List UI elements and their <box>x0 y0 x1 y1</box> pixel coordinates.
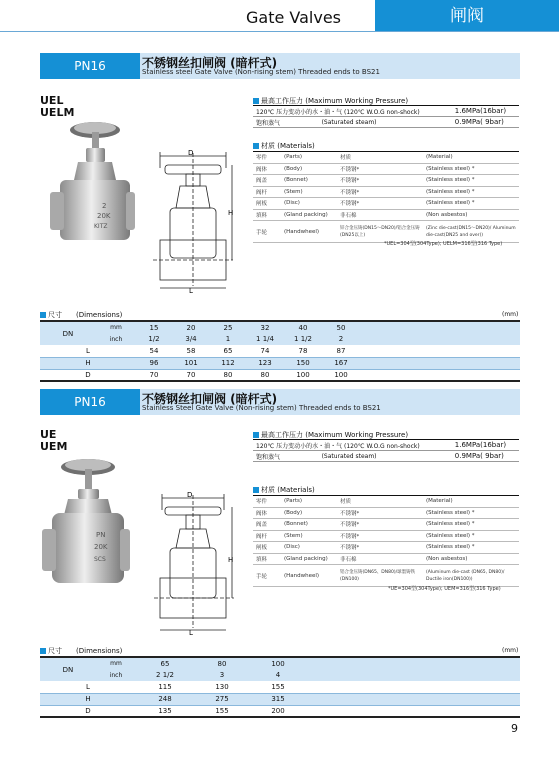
section-band <box>40 53 520 79</box>
pressure-value: 0.9MPa( 9bar) <box>452 451 519 462</box>
valve-photo <box>50 118 135 268</box>
table-row <box>253 440 519 451</box>
column-header: (Parts) <box>281 496 337 508</box>
dim-value: 101 <box>172 357 210 369</box>
valve-drawing <box>150 490 240 635</box>
row-label: D <box>85 706 91 715</box>
size-mm: 40 <box>284 321 322 333</box>
pressure-class: PN16 <box>40 389 140 415</box>
material-cn: 非石棉 <box>337 209 423 221</box>
section-title-en: Stainless steel Gate Valve (Non-rising stem) Threaded ends to BS21 <box>142 68 380 76</box>
pressure-value: 1.6MPa(16bar) <box>452 440 519 451</box>
size-mm: 32 <box>246 321 284 333</box>
body-marking: KITZ <box>94 223 108 230</box>
materials-title-text: 材质 (Materials) <box>261 486 315 494</box>
table-row <box>40 345 520 357</box>
table-header-row <box>253 152 519 164</box>
dimensions-title-cn: 尺寸 <box>48 311 62 319</box>
material-en: (Stainless steel) * <box>423 186 519 198</box>
material-cn: 不锈钢* <box>337 163 423 175</box>
size-inch: 1/2 <box>136 333 172 345</box>
model-codes <box>40 429 67 453</box>
part-en: (Gland packing) <box>281 553 337 565</box>
dim-value: 80 <box>223 370 233 379</box>
pressure-label: 饱和蒸气 <box>253 451 319 462</box>
dimension-h: H <box>228 556 234 564</box>
column-header: 零件 <box>253 496 281 508</box>
material-en: (Stainless steel) * <box>423 163 519 175</box>
dim-value: 100 <box>296 370 310 379</box>
spacer-cell <box>306 705 520 717</box>
category-tab: 闸阀 <box>375 0 559 32</box>
dim-value: 65 <box>210 345 246 357</box>
size-mm: 80 <box>194 657 250 669</box>
size-inch: 3/4 <box>172 333 210 345</box>
size-mm: 100 <box>250 657 306 669</box>
part-cn: 阀盖 <box>253 519 281 531</box>
material-cn: 铝合金压铸(DN65、DN80)/球墨铸铁(DN100) <box>337 565 423 587</box>
body-marking: PN <box>96 531 106 539</box>
table-row <box>253 163 519 175</box>
section-title-cn: 不锈钢丝扣闸阀 (暗杆式) <box>142 56 278 70</box>
part-cn: 填料 <box>253 209 281 221</box>
body-marking: SCS <box>94 556 106 563</box>
material-cn: 不锈钢* <box>337 186 423 198</box>
spacer-cell <box>360 369 520 381</box>
part-en: (Body) <box>281 507 337 519</box>
row-label: H <box>40 357 136 369</box>
mm-label: mm <box>96 321 136 333</box>
table-row <box>40 369 520 381</box>
material-en: (Stainless steel) * <box>423 530 519 542</box>
part-en: (Handwheel) <box>281 221 337 243</box>
pressure-table <box>253 105 519 128</box>
inch-label: inch <box>96 333 136 345</box>
size-mm: 65 <box>136 657 194 669</box>
valve-drawing <box>148 148 238 293</box>
size-inch: 2 <box>322 333 360 345</box>
spacer-cell <box>360 345 520 357</box>
part-cn: 闸板 <box>253 198 281 210</box>
materials-title-text: 材质 (Materials) <box>261 142 315 150</box>
material-cn: 不锈钢* <box>337 519 423 531</box>
dim-value: 54 <box>136 345 172 357</box>
part-cn: 填料 <box>253 553 281 565</box>
spacer-cell <box>360 333 520 345</box>
size-mm: 15 <box>136 321 172 333</box>
material-cn: 不锈钢* <box>337 542 423 554</box>
material-cn: 锌合金压铸(DN15～DN20)/铝合金压铸(DN25以上) <box>337 221 423 243</box>
page-number: 9 <box>511 722 518 735</box>
bullet-square <box>253 432 259 438</box>
model-code: UE <box>40 428 57 441</box>
dim-value: 123 <box>246 357 284 369</box>
dimensions-title <box>40 310 122 320</box>
table-header-row <box>40 669 520 681</box>
dim-value: 315 <box>250 693 306 705</box>
material-en: (Zinc die-cast(DN15～DN20)/ Aluminum die-cast(DN25 and over)) <box>423 221 519 243</box>
part-cn: 阀杆 <box>253 530 281 542</box>
size-inch: 2 1/2 <box>136 669 194 681</box>
pressure-table <box>253 439 519 462</box>
table-row <box>253 106 519 117</box>
table-row <box>253 117 519 128</box>
table-row <box>253 565 519 587</box>
dimensions-title <box>40 646 122 656</box>
part-en: (Gland packing) <box>281 209 337 221</box>
part-en: (Stem) <box>281 186 337 198</box>
pressure-value: 0.9MPa( 9bar) <box>452 117 519 128</box>
row-label: H <box>40 693 136 705</box>
body-marking: 2 <box>102 202 107 210</box>
part-cn: 手轮 <box>253 221 281 243</box>
part-en: (Stem) <box>281 530 337 542</box>
part-en: (Handwheel) <box>281 565 337 587</box>
body-marking: 20K <box>97 212 111 220</box>
part-en: (Bonnet) <box>281 175 337 187</box>
dim-value: 58 <box>172 345 210 357</box>
row-label: L <box>40 345 136 357</box>
dim-value: 87 <box>322 345 360 357</box>
pressure-value: 1.6MPa(16bar) <box>452 106 519 117</box>
bullet-square <box>253 98 259 104</box>
material-en: (Non asbestos) <box>423 209 519 221</box>
size-inch: 4 <box>250 669 306 681</box>
materials-table <box>253 495 519 587</box>
bullet-square <box>253 487 259 493</box>
pressure-label: 120℃ 压力变动小的水・油・气 (120℃ W.O.G non-shock) <box>253 106 452 117</box>
dimension-l: L <box>189 287 193 293</box>
inch-label: inch <box>96 669 136 681</box>
part-en: (Bonnet) <box>281 519 337 531</box>
section-uel <box>40 53 520 79</box>
valve-photo <box>38 455 130 595</box>
part-en: (Body) <box>281 163 337 175</box>
table-row <box>253 542 519 554</box>
size-inch: 1 1/2 <box>284 333 322 345</box>
dim-value: 248 <box>136 693 194 705</box>
material-en: (Aluminum die-cast (DN65, DN80)/ Ductile iron(DN100)) <box>423 565 519 587</box>
table-row <box>253 198 519 210</box>
model-code: UELM <box>40 106 75 119</box>
dimensions-table <box>40 656 520 718</box>
pressure-title-text: 最高工作压力 (Maximum Working Pressure) <box>261 97 409 105</box>
dim-value: 78 <box>284 345 322 357</box>
material-cn: 不锈钢* <box>337 198 423 210</box>
grade-note: *UEL=304型(304Type); UELM=316型(316 Type) <box>384 241 503 247</box>
grade-note: *UE=304型(304Type); UEM=316型(316 Type) <box>388 586 501 592</box>
part-cn: 阀杆 <box>253 186 281 198</box>
material-en: (Stainless steel) * <box>423 175 519 187</box>
bullet-square <box>253 143 259 149</box>
part-cn: 阀体 <box>253 507 281 519</box>
materials-title <box>253 141 315 151</box>
size-mm: 25 <box>210 321 246 333</box>
spacer-cell <box>306 681 520 693</box>
material-cn: 不锈钢* <box>337 175 423 187</box>
column-header: (Material) <box>423 152 519 164</box>
table-row <box>40 693 520 705</box>
material-en: (Stainless steel) * <box>423 507 519 519</box>
row-label: L <box>40 681 136 693</box>
table-header-row <box>40 333 520 345</box>
material-en: (Stainless steel) * <box>423 198 519 210</box>
dim-value: 74 <box>246 345 284 357</box>
dim-value: 150 <box>284 357 322 369</box>
table-row <box>253 507 519 519</box>
table-row <box>253 519 519 531</box>
table-row <box>253 186 519 198</box>
dim-value: 167 <box>322 357 360 369</box>
dimension-h: H <box>228 209 234 217</box>
bullet-square <box>40 648 46 654</box>
spacer-cell <box>306 669 520 681</box>
table-row <box>40 357 520 369</box>
column-header: 材质 <box>337 496 423 508</box>
dim-value: 80 <box>260 370 270 379</box>
page-title: Gate Valves <box>246 8 342 27</box>
table-row <box>40 705 520 717</box>
dim-value: 275 <box>194 693 250 705</box>
section-ue <box>40 389 520 415</box>
size-inch: 1 1/4 <box>246 333 284 345</box>
pressure-class: PN16 <box>40 53 140 79</box>
dimension-d: D <box>188 149 194 157</box>
table-header-row <box>253 496 519 508</box>
table-row <box>253 209 519 221</box>
body-marking: 20K <box>94 543 108 551</box>
size-mm: 50 <box>322 321 360 333</box>
table-row <box>253 530 519 542</box>
dimension-d: D <box>187 491 193 499</box>
materials-table <box>253 151 519 243</box>
row-label: D <box>85 370 91 379</box>
bullet-square <box>40 312 46 318</box>
pressure-label: 120℃ 压力变动小的水・油・气 (120℃ W.O.G non-shock) <box>253 440 452 451</box>
dn-label: DN <box>40 657 96 681</box>
dim-value: 155 <box>215 706 229 715</box>
table-row <box>40 681 520 693</box>
dim-value: 100 <box>334 370 348 379</box>
dim-value: 96 <box>136 357 172 369</box>
pressure-label: 饱和蒸气 <box>253 117 319 128</box>
mm-label: mm <box>96 657 136 669</box>
dim-value: 115 <box>136 681 194 693</box>
part-cn: 阀体 <box>253 163 281 175</box>
material-cn: 不锈钢* <box>337 530 423 542</box>
dim-value: 70 <box>186 370 196 379</box>
dimensions-title-en: (Dimensions) <box>76 647 123 655</box>
dim-value: 130 <box>194 681 250 693</box>
model-codes <box>40 95 74 119</box>
table-row <box>253 175 519 187</box>
header-rule <box>0 31 559 32</box>
pressure-title-text: 最高工作压力 (Maximum Working Pressure) <box>261 431 409 439</box>
model-code: UEM <box>40 440 68 453</box>
column-header: (Material) <box>423 496 519 508</box>
section-title-cn: 不锈钢丝扣闸阀 (暗杆式) <box>142 392 278 406</box>
dimensions-title-en: (Dimensions) <box>76 311 123 319</box>
part-en: (Disc) <box>281 198 337 210</box>
part-cn: 手轮 <box>253 565 281 587</box>
table-row <box>253 451 519 462</box>
section-band <box>40 389 520 415</box>
dimensions-title-cn: 尺寸 <box>48 647 62 655</box>
dn-label: DN <box>40 321 96 345</box>
spacer-cell <box>306 693 520 705</box>
material-cn: 非石棉 <box>337 553 423 565</box>
material-en: (Stainless steel) * <box>423 542 519 554</box>
dim-value: 155 <box>250 681 306 693</box>
part-cn: 阀盖 <box>253 175 281 187</box>
unit-label: (mm) <box>502 647 519 654</box>
material-cn: 不锈钢* <box>337 507 423 519</box>
section-title-en: Stainless Steel Gate Valve (Non-rising stem) Threaded ends to BS21 <box>142 404 381 412</box>
dimension-l: L <box>189 629 193 635</box>
page-header <box>0 0 559 34</box>
dim-value: 70 <box>149 370 159 379</box>
material-en: (Non asbestos) <box>423 553 519 565</box>
unit-label: (mm) <box>502 311 519 318</box>
spacer-cell <box>306 657 520 669</box>
spacer-cell <box>360 357 520 369</box>
material-en: (Stainless steel) * <box>423 519 519 531</box>
table-header-row <box>40 657 520 669</box>
column-header: 零件 <box>253 152 281 164</box>
model-code: UEL <box>40 94 64 107</box>
size-mm: 20 <box>172 321 210 333</box>
pressure-sublabel: (Saturated steam) <box>319 451 452 462</box>
column-header: (Parts) <box>281 152 337 164</box>
dim-value: 112 <box>210 357 246 369</box>
spacer-cell <box>360 321 520 333</box>
part-cn: 闸板 <box>253 542 281 554</box>
dim-value: 200 <box>271 706 285 715</box>
column-header: 材质 <box>337 152 423 164</box>
dimensions-table <box>40 320 520 382</box>
table-row <box>253 553 519 565</box>
materials-title <box>253 485 315 495</box>
dim-value: 135 <box>158 706 172 715</box>
part-en: (Disc) <box>281 542 337 554</box>
size-inch: 1 <box>210 333 246 345</box>
pressure-sublabel: (Saturated steam) <box>319 117 452 128</box>
size-inch: 3 <box>194 669 250 681</box>
table-header-row <box>40 321 520 333</box>
